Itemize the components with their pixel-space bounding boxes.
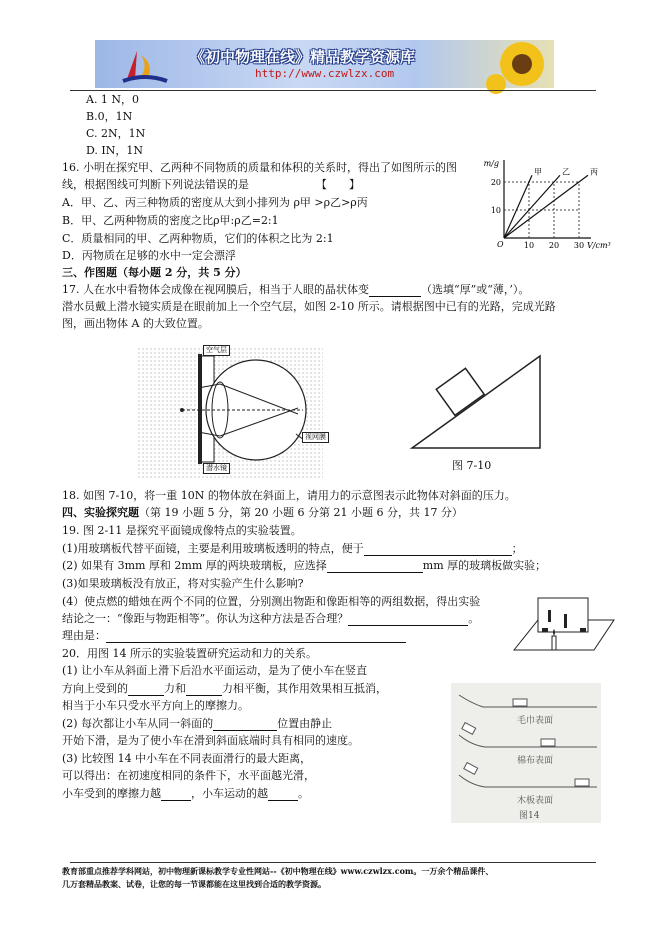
banner-url[interactable]: http://www.czwlzx.com <box>255 67 395 80</box>
footer-line1: 教育部重点推荐学科网站，初中物理新课标教学专业性网站--《初中物理在线》www.czwlzx.com。一万余个精品课件、 <box>62 866 494 876</box>
q17-line1-tail: （选填“厚”或“薄，’）。 <box>421 283 530 296</box>
q20-line1: (1) 让小车从斜面上滑下后沿水平面运动，是为了使小车在竖直 <box>62 664 368 677</box>
q20-blank-friction[interactable] <box>161 789 191 801</box>
x-tick-label: 30 <box>573 241 585 250</box>
q19-line5-end: 。 <box>468 612 480 625</box>
series-line-3 <box>504 175 588 238</box>
q20-line4b: 位置由静止 <box>277 717 333 730</box>
q16-option-b: B．甲、乙两种物质的密度之比ρ甲:ρ乙=2:1 <box>62 214 279 227</box>
q20-line4a: (2) 每次都让小车从同一斜面的 <box>62 717 214 730</box>
figure-14 <box>451 683 601 823</box>
q19-line0: 19. 图 2-11 是探究平面镜成像特点的实验装置。 <box>62 524 302 537</box>
q20-line8b: ，小车运动的越 <box>191 787 268 800</box>
q16-option-c: C．质量相同的甲、乙两种物质，它们的体积之比为 2:1 <box>62 232 334 245</box>
q20-line7: 可以得出：在初速度相同的条件下，水平面越光滑， <box>62 769 315 782</box>
q20-line2 <box>62 682 387 696</box>
q15-option-c: C. 2N，1N <box>86 127 146 140</box>
q19-blank-1[interactable] <box>364 544 512 556</box>
q15-option-a: A. 1 N，0 <box>86 93 140 106</box>
q20-line8 <box>62 787 309 801</box>
q19-line2 <box>62 559 546 573</box>
mass-volume-chart <box>482 156 611 250</box>
surface-label-cotton: 棉布表面 <box>517 756 554 766</box>
q20-line6: (3) 比较图 14 中小车在不同表面滑行的最大距离， <box>62 752 312 765</box>
q20-line8a: 小车受到的摩擦力越 <box>62 787 161 800</box>
x-tick-label: 20 <box>548 241 560 250</box>
y-tick-label: 20 <box>490 178 501 187</box>
origin-label: O <box>497 240 504 249</box>
q19-line2-text: (2) 如果有 3mm 厚和 2mm 厚的两块玻璃板，应选择 <box>62 559 327 572</box>
q16-stem-line2: 线，根据图线可判断下列说法错误的是 <box>62 178 249 191</box>
y-axis-label: m/g <box>483 159 499 168</box>
plane-mirror-apparatus <box>508 592 618 658</box>
q17-line1 <box>62 283 529 297</box>
y-tick-label: 10 <box>490 206 501 215</box>
q17-line2: 潜水员戴上潜水镜实质是在眼前加上一个空气层，如图 2-10 所示。请根据图中已有的光路，完成光路 <box>62 300 556 313</box>
header-divider <box>70 90 596 91</box>
q19-line6-text: 理由是： <box>62 629 106 642</box>
q19-line4: (4）使点燃的蜡烛在两个不同的位置，分别测出物距和像距相等的两组数据，得出实验 <box>62 595 481 608</box>
site-logo <box>115 45 175 85</box>
q20-line0: 20．用图 14 所示的实验装置研究运动和力的关系。 <box>62 647 317 660</box>
q20-line2c: 力相平衡，其作用效果相互抵消， <box>222 682 387 695</box>
q20-line8c: 。 <box>298 787 309 800</box>
q20-blank-position[interactable] <box>213 719 277 731</box>
label-diving-goggle: 潜水镜 <box>203 463 230 474</box>
q20-blank-force-2[interactable] <box>186 684 222 696</box>
q19-blank-3[interactable] <box>348 614 468 626</box>
banner-title: 《初中物理在线》精品教学资源库 <box>190 48 416 66</box>
section3-heading: 三、作图题（每小题 2 分，共 5 分） <box>62 266 247 279</box>
label-retina: 视网膜 <box>302 432 329 443</box>
q19-line1-text: (1)用玻璃板代替平面镜，主要是利用玻璃板透明的特点，便于 <box>62 542 364 555</box>
q16-option-d: D．丙物质在足够的水中一定会漂浮 <box>62 249 236 262</box>
q16-stem-line1: 16. 小明在探究甲、乙两种不同物质的质量和体积的关系时，得出了如图所示的图 <box>62 161 457 174</box>
surface-label-towel: 毛巾表面 <box>517 716 554 726</box>
q17-line1-text: 17. 人在水中看物体会成像在视网膜后，相当于人眼的晶状体变 <box>62 283 369 296</box>
q15-option-b: B.0，1N <box>86 110 133 123</box>
series-label-3: 丙 <box>590 167 598 177</box>
surface-label-board: 木板表面 <box>517 796 554 806</box>
section4-points: （第 19 小题 5 分，第 20 小题 6 分第 21 小题 6 分，共 17 分） <box>139 506 463 519</box>
q15-option-d: D. IN，1N <box>86 144 144 157</box>
q19-line1 <box>62 542 523 556</box>
x-axis-label: V/cm³ <box>587 241 611 250</box>
incline-figure <box>408 350 544 454</box>
q19-blank-2[interactable] <box>327 561 423 573</box>
eye-goggle-figure <box>138 340 328 480</box>
q19-line1-end: ； <box>511 542 523 555</box>
section4-title: 四、实验探究题 <box>62 506 139 519</box>
q20-line4 <box>62 717 332 731</box>
footer-line2: 几万套精品教案、试卷，让您的每一节课都能在这里找到合适的教学资源。 <box>62 879 326 889</box>
label-air-layer: 空气层 <box>203 345 230 356</box>
q20-line3: 相当于小车只受水平方向上的摩擦力。 <box>62 699 249 712</box>
q19-line5-text: 结论之一：“像距与物距相等”。你认为这种方法是否合理？ <box>62 612 349 625</box>
figure-caption-7-10: 图 7-10 <box>452 459 492 472</box>
q16-answer-bracket: 【 】 <box>316 178 360 191</box>
header-banner <box>95 40 554 88</box>
q17-answer-blank[interactable] <box>369 285 421 297</box>
q18-text: 18. 如图 7-10，将一重 10N 的物体放在斜面上，请用力的示意图表示此物体对斜面的压力。 <box>62 489 516 502</box>
q20-blank-distance[interactable] <box>268 789 298 801</box>
series-label-2: 乙 <box>562 167 570 177</box>
q19-line2-tail: mm 厚的玻璃板做实验； <box>422 559 547 572</box>
q19-line6 <box>62 629 406 643</box>
x-tick-label: 10 <box>523 241 535 250</box>
series-label-1: 甲 <box>534 167 542 177</box>
series-line-1 <box>504 175 532 238</box>
footer-divider <box>70 862 596 863</box>
section4-heading <box>62 506 463 520</box>
q19-line5 <box>62 612 479 626</box>
sunflower-image <box>490 40 554 88</box>
figure-14-caption: 图14 <box>519 811 540 821</box>
q19-blank-reason[interactable] <box>106 631 406 643</box>
q16-option-a: A．甲、乙、丙三种物质的密度从大到小排列为 ρ甲 >ρ乙>ρ丙 <box>62 196 368 209</box>
q20-blank-force-1[interactable] <box>128 684 164 696</box>
q20-line2b: 力和 <box>164 682 186 695</box>
q20-line5: 开始下滑，是为了使小车在滑到斜面底端时具有相同的速度。 <box>62 734 359 747</box>
q20-line2a: 方向上受到的 <box>62 682 128 695</box>
q17-line3: 图，画出物体 A 的大致位置。 <box>62 317 209 330</box>
series-line-2 <box>504 175 560 238</box>
q19-line3: (3)如果玻璃板没有放正，将对实验产生什么影响? <box>62 577 304 590</box>
